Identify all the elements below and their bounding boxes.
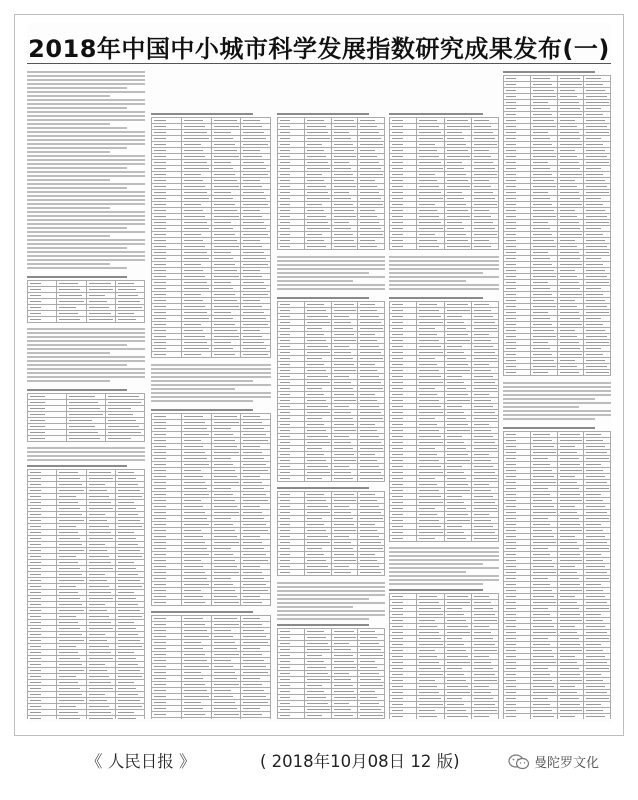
text-line	[27, 263, 110, 265]
table-cell	[444, 714, 471, 720]
table-cell	[115, 716, 144, 720]
table-row	[278, 719, 385, 720]
ranking-table	[151, 615, 271, 719]
text-line	[277, 586, 385, 588]
text-line	[27, 135, 145, 137]
table-cell	[57, 716, 86, 720]
table-row	[28, 436, 145, 442]
text-line	[27, 147, 127, 149]
text-line	[27, 103, 145, 105]
table-row	[28, 716, 145, 720]
table-cell	[278, 570, 305, 576]
text-line	[27, 155, 145, 157]
table-cell	[278, 476, 305, 482]
text-line	[151, 400, 253, 402]
table-cell	[530, 370, 557, 376]
table-cell	[304, 570, 331, 576]
ranking-table	[27, 393, 145, 442]
table-cell	[471, 244, 498, 250]
table-cell	[390, 714, 417, 720]
text-line	[503, 390, 611, 392]
text-line	[27, 87, 127, 89]
table-cell	[358, 719, 385, 720]
ranking-table	[277, 301, 385, 482]
text-line	[27, 328, 145, 330]
ranking-table	[277, 117, 385, 250]
text-line	[27, 211, 145, 213]
table-row	[278, 476, 385, 482]
text-line	[27, 356, 145, 358]
caption-source: 《 人民日报 》	[86, 752, 196, 771]
text-line	[389, 571, 466, 573]
text-line	[503, 394, 611, 396]
table-cell	[28, 317, 57, 323]
ranking-table	[389, 301, 499, 542]
table-cell	[358, 570, 385, 576]
table-cell	[417, 244, 444, 250]
text-line	[389, 280, 466, 282]
table-cell	[390, 244, 417, 250]
text-line	[27, 151, 110, 153]
table-cell	[504, 714, 531, 720]
table-cell	[444, 536, 471, 542]
ranking-table	[27, 280, 145, 323]
text-line	[27, 139, 145, 141]
watermark-text: 曼陀罗文化	[534, 756, 600, 771]
column-4	[389, 111, 499, 719]
ranking-table	[27, 469, 145, 719]
ranking-table	[277, 628, 385, 719]
text-line	[389, 551, 499, 553]
text-line	[389, 563, 483, 565]
text-line	[389, 264, 499, 266]
text-line	[27, 348, 145, 350]
table-cell	[152, 600, 182, 606]
ranking-table	[389, 593, 499, 719]
text-line	[277, 288, 385, 290]
text-line	[503, 386, 611, 388]
text-line	[151, 380, 253, 382]
text-line	[277, 606, 353, 608]
text-line	[389, 559, 499, 561]
table-cell	[115, 317, 144, 323]
table-cell	[358, 244, 385, 250]
text-line	[277, 268, 385, 270]
watermark	[508, 752, 599, 771]
text-line	[27, 219, 145, 221]
text-line	[151, 392, 271, 394]
table-row	[152, 718, 271, 720]
text-line	[27, 243, 145, 245]
table-row	[278, 570, 385, 576]
table-row	[152, 600, 271, 606]
table-cell	[181, 600, 211, 606]
text-line	[389, 272, 483, 274]
table-row	[390, 244, 499, 250]
text-line	[277, 618, 369, 620]
table-cell	[28, 436, 67, 442]
text-line	[389, 575, 499, 577]
text-line	[503, 410, 611, 412]
text-line	[389, 268, 499, 270]
text-line	[389, 276, 499, 278]
ranking-table	[503, 431, 611, 719]
text-line	[27, 267, 127, 269]
table-cell	[304, 244, 331, 250]
ranking-table	[151, 413, 271, 606]
table-cell	[278, 719, 305, 720]
text-line	[151, 368, 271, 370]
text-line	[277, 602, 385, 604]
text-line	[277, 594, 385, 596]
text-line	[277, 260, 385, 262]
text-line	[27, 119, 145, 121]
text-line	[27, 115, 145, 117]
text-line	[277, 264, 385, 266]
table-cell	[557, 714, 584, 720]
text-line	[27, 95, 110, 97]
text-line	[389, 256, 499, 258]
column-2	[151, 111, 271, 719]
table-cell	[331, 719, 358, 720]
table-cell	[152, 352, 182, 358]
table-cell	[444, 244, 471, 250]
text-line	[27, 380, 110, 382]
text-line	[389, 288, 499, 290]
text-line	[277, 610, 385, 612]
text-line	[27, 227, 127, 229]
table-row	[28, 317, 145, 323]
text-line	[503, 418, 595, 420]
table-cell	[57, 317, 86, 323]
text-line	[27, 364, 127, 366]
table-cell	[304, 476, 331, 482]
headline-rule	[27, 63, 611, 64]
text-line	[389, 284, 499, 286]
table-cell	[584, 370, 611, 376]
table-row	[390, 714, 499, 720]
table-cell	[241, 352, 271, 358]
table-cell	[530, 714, 557, 720]
text-line	[27, 239, 145, 241]
text-line	[27, 127, 127, 129]
table-cell	[211, 600, 241, 606]
table-cell	[211, 352, 241, 358]
text-line	[27, 167, 127, 169]
text-line	[389, 579, 499, 581]
table-cell	[584, 714, 611, 720]
table-cell	[331, 476, 358, 482]
text-line	[27, 215, 145, 217]
text-line	[27, 251, 145, 253]
text-line	[277, 276, 385, 278]
text-line	[27, 71, 145, 73]
text-line	[27, 447, 145, 449]
table-cell	[28, 716, 57, 720]
column-3	[277, 111, 385, 719]
text-line	[389, 555, 499, 557]
text-line	[27, 231, 145, 233]
ranking-table	[277, 491, 385, 576]
text-line	[27, 111, 145, 113]
table-row	[504, 714, 611, 720]
table-cell	[358, 476, 385, 482]
table-cell	[86, 716, 115, 720]
text-line	[277, 598, 369, 600]
text-line	[27, 376, 145, 378]
text-line	[27, 179, 110, 181]
text-line	[389, 567, 499, 569]
column-1	[27, 69, 145, 719]
text-line	[389, 547, 499, 549]
table-cell	[331, 244, 358, 250]
table-cell	[278, 244, 305, 250]
text-line	[277, 590, 385, 592]
text-line	[27, 451, 145, 453]
text-line	[27, 99, 145, 101]
page-headline: 2018年中国中小城市科学发展指数研究成果发布(一)	[28, 35, 610, 63]
text-line	[27, 459, 145, 461]
ranking-table	[503, 75, 611, 376]
table-cell	[390, 536, 417, 542]
text-line	[389, 260, 499, 262]
text-line	[27, 187, 127, 189]
text-line	[27, 123, 110, 125]
text-line	[277, 284, 385, 286]
text-line	[27, 91, 145, 93]
table-row	[152, 352, 271, 358]
text-line	[27, 131, 145, 133]
text-line	[151, 376, 271, 378]
text-line	[27, 223, 145, 225]
text-line	[27, 203, 145, 205]
table-cell	[181, 352, 211, 358]
text-line	[27, 183, 145, 185]
text-line	[27, 344, 127, 346]
table-cell	[211, 718, 241, 720]
text-line	[503, 414, 611, 416]
table-cell	[304, 719, 331, 720]
table-cell	[417, 714, 444, 720]
text-line	[503, 398, 595, 400]
text-line	[277, 582, 385, 584]
table-cell	[471, 536, 498, 542]
text-line	[27, 259, 145, 261]
text-line	[277, 272, 369, 274]
table-row	[504, 370, 611, 376]
table-cell	[471, 714, 498, 720]
text-line	[27, 455, 145, 457]
text-line	[27, 195, 145, 197]
text-line	[27, 336, 145, 338]
text-line	[27, 75, 145, 77]
text-line	[27, 107, 127, 109]
table-cell	[241, 718, 271, 720]
table-cell	[86, 317, 115, 323]
table-cell	[181, 718, 211, 720]
text-line	[27, 163, 145, 165]
text-line	[151, 388, 235, 390]
table-row	[390, 536, 499, 542]
text-line	[277, 280, 353, 282]
text-line	[503, 406, 579, 408]
table-cell	[331, 570, 358, 576]
text-line	[27, 368, 145, 370]
text-line	[151, 384, 271, 386]
table-cell	[504, 370, 531, 376]
table-row	[278, 244, 385, 250]
column-5	[503, 69, 611, 719]
text-line	[27, 332, 145, 334]
ranking-table	[389, 117, 499, 250]
text-line	[27, 352, 110, 354]
wechat-icon	[508, 754, 530, 770]
text-line	[27, 143, 145, 145]
text-line	[27, 171, 145, 173]
text-line	[27, 83, 145, 85]
text-line	[27, 247, 127, 249]
table-cell	[106, 436, 145, 442]
text-line	[27, 372, 145, 374]
table-cell	[241, 600, 271, 606]
newspaper-frame	[14, 14, 624, 736]
text-line	[151, 372, 271, 374]
text-line	[27, 360, 145, 362]
text-line	[27, 191, 145, 193]
newspaper-page	[27, 23, 611, 723]
text-line	[389, 583, 483, 585]
text-line	[277, 614, 385, 616]
text-line	[503, 382, 611, 384]
ranking-table	[151, 117, 271, 358]
table-cell	[417, 536, 444, 542]
table-cell	[152, 718, 182, 720]
text-line	[27, 255, 145, 257]
text-line	[27, 175, 145, 177]
caption-date: ( 2018年10月08日 12 版)	[260, 752, 460, 771]
text-line	[27, 207, 110, 209]
text-line	[27, 199, 145, 201]
text-line	[151, 396, 271, 398]
text-line	[151, 364, 271, 366]
text-line	[27, 79, 145, 81]
text-line	[277, 256, 385, 258]
table-cell	[67, 436, 106, 442]
table-cell	[557, 370, 584, 376]
text-line	[27, 159, 145, 161]
text-line	[27, 340, 145, 342]
text-line	[503, 402, 611, 404]
text-line	[27, 235, 110, 237]
